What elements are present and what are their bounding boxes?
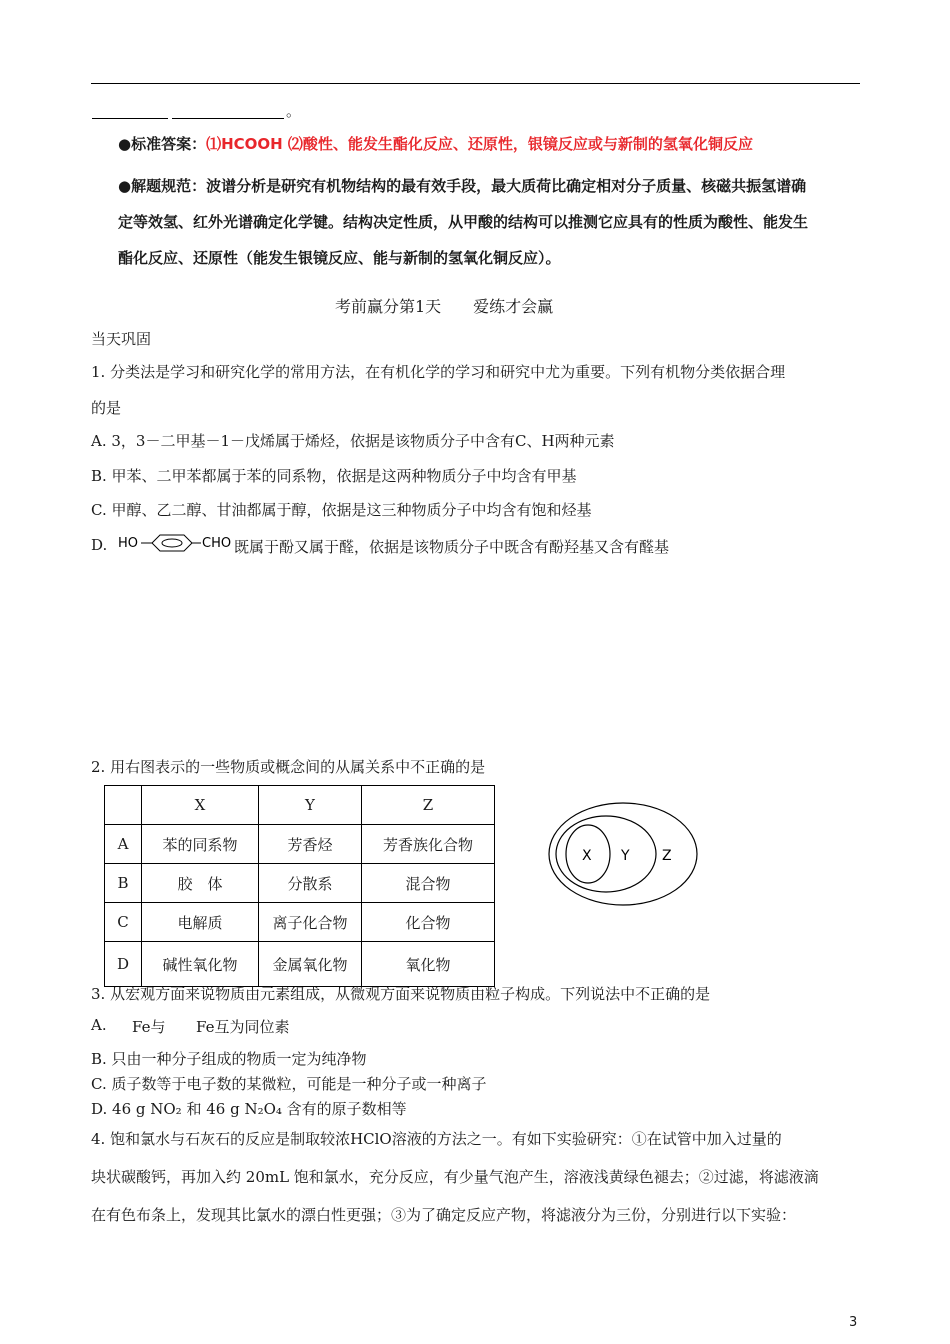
mol-ho-label: HO (118, 536, 139, 551)
mol-cho-label: CHO (202, 536, 232, 551)
q1-option-d-text: 既属于酚又属于醛，依据是该物质分子中既含有酚羟基又含有醛基 (234, 538, 670, 556)
venn-z-label: Z (662, 848, 672, 864)
venn-diagram (547, 801, 701, 907)
explain-label: ●解题规范： (118, 177, 207, 195)
venn-x-label: X (582, 848, 592, 864)
section-subtitle: 当天巩固 (91, 330, 152, 348)
answer-row (118, 133, 753, 154)
q4-line-3: 在有色布条上，发现其比氯水的漂白性更强；③为了确定反应产物，将滤液分为三份，分别进行以下实验： (91, 1206, 797, 1224)
classification-table (104, 785, 495, 987)
table-row: B 胶 体 分散系 混合物 (105, 864, 495, 903)
q4-line-2: 块状碳酸钙，再加入约 20mL 饱和氯水，充分反应，有少量气泡产生，溶液浅黄绿色褪去；②过滤，将滤液滴 (91, 1168, 819, 1186)
q1-option-a: A. 3，3－二甲基－1－戊烯属于烯烃，依据是该物质分子中含有C、H两种元素 (91, 432, 615, 450)
answer-blank-1 (92, 118, 168, 119)
header-rule (91, 83, 860, 84)
table-row: C 电解质 离子化合物 化合物 (105, 903, 495, 942)
venn-y-ellipse (556, 816, 656, 892)
q4-line-1: 4. 饱和氯水与石灰石的反应是制取较浓HClO溶液的方法之一。有如下实验研究：①在试管中加入过量的 (91, 1130, 782, 1148)
answer-blank-2 (172, 118, 284, 119)
answer-label: ●标准答案： (118, 135, 207, 153)
q1-option-d-prefix: D. (91, 536, 108, 554)
answer-text: ⑴HCOOH ⑵酸性、能发生酯化反应、还原性，银镜反应或与新制的氢氧化铜反应 (206, 135, 753, 153)
venn-y-label: Y (621, 848, 630, 864)
table-row: A 苯的同系物 芳香烃 芳香族化合物 (105, 825, 495, 864)
q2-stem: 2. 用右图表示的一些物质或概念间的从属关系中不正确的是 (91, 758, 486, 776)
explain-line-2: 定等效氢、红外光谱确定化学键。结构决定性质，从甲酸的结构可以推测它应具有的性质为酸性、能发生 (118, 213, 809, 231)
explain-line-1: ●解题规范：波谱分析是研究有机物结构的最有效手段，最大质荷比确定相对分子质量、核磁共振氢谱确 (118, 177, 807, 195)
q3-option-d: D. 46 g NO₂ 和 46 g N₂O₄ 含有的原子数相等 (91, 1100, 407, 1118)
q3-option-a-fe1: Fe与 (132, 1018, 166, 1036)
explain-line-3: 酯化反应、还原性（能发生银镜反应、能与新制的氢氧化铜反应）。 (118, 249, 561, 267)
q1-stem-1: 1. 分类法是学习和研究化学的常用方法，在有机化学的学习和研究中尤为重要。下列有机物分类依据合理 (91, 363, 786, 381)
q3-option-a-prefix: A. (91, 1016, 107, 1034)
q3-option-a-fe2: Fe互为同位素 (196, 1018, 290, 1036)
table-header-row: X Y Z (105, 786, 495, 825)
q3-option-c: C. 质子数等于电子数的某微粒，可能是一种分子或一种离子 (91, 1075, 487, 1093)
q1-option-c: C. 甲醇、乙二醇、甘油都属于醇，依据是这三种物质分子中均含有饱和烃基 (91, 501, 592, 519)
q3-option-b: B. 只由一种分子组成的物质一定为纯净物 (91, 1050, 367, 1068)
page-number: 3 (849, 1315, 858, 1330)
q3-stem: 3. 从宏观方面来说物质由元素组成，从微观方面来说物质由粒子构成。下列说法中不正确的是 (91, 985, 711, 1003)
section-title: 考前赢分第1天 爱练才会赢 (335, 297, 554, 316)
q1-option-b: B. 甲苯、二甲苯都属于苯的同系物，依据是这两种物质分子中均含有甲基 (91, 467, 577, 485)
table-row: D 碱性氧化物 金属氧化物 氧化物 (105, 942, 495, 987)
blank-end: 。 (286, 102, 302, 120)
p-hydroxybenzaldehyde-structure (116, 532, 236, 554)
q1-stem-2: 的是 (91, 399, 122, 417)
